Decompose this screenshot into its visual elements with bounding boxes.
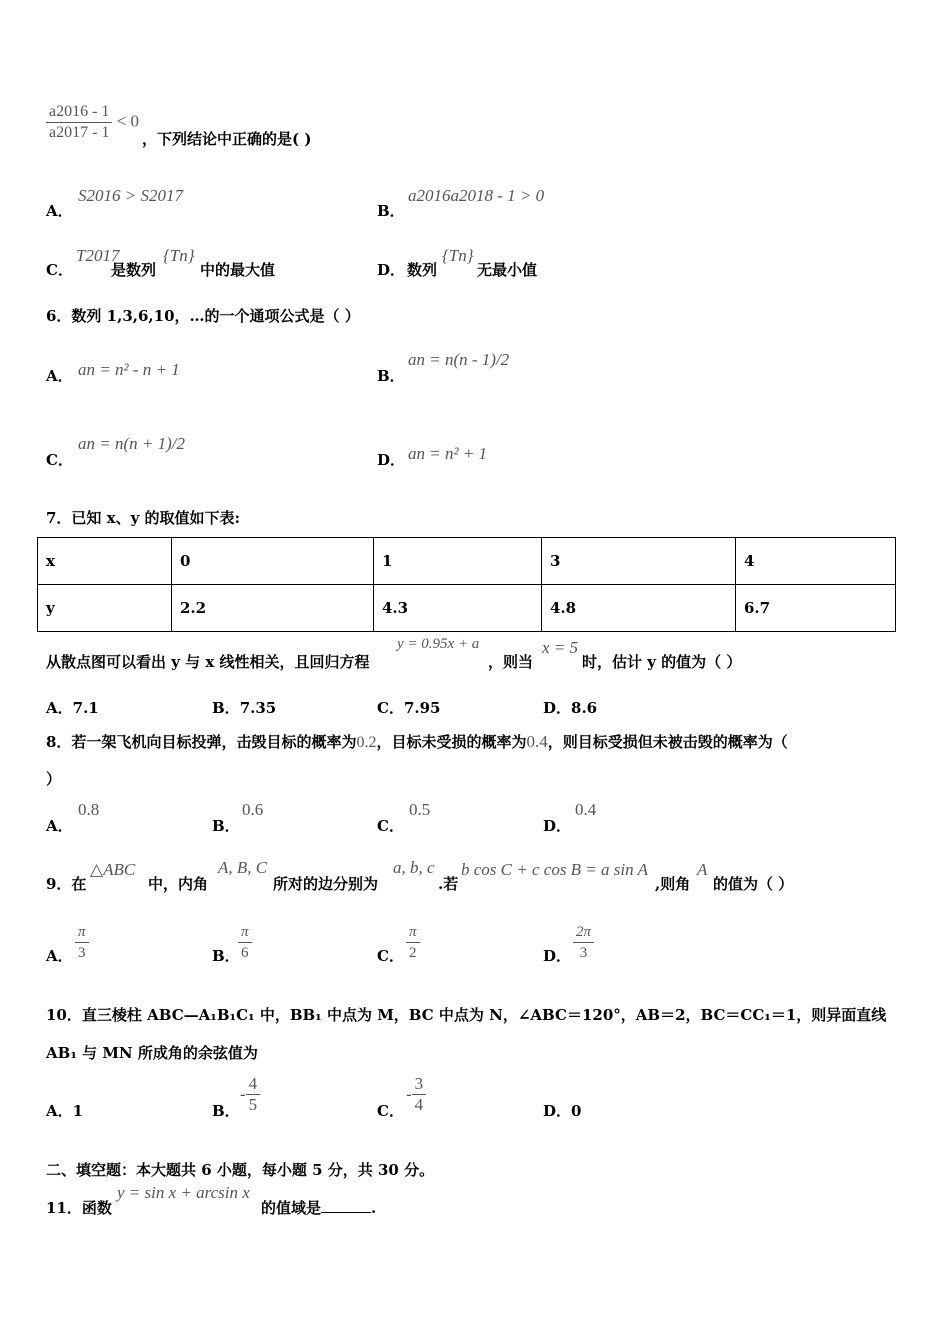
q5-option-c-label: C．	[46, 261, 73, 279]
q9-option-c-frac	[406, 922, 420, 963]
q9-option-b-frac	[238, 922, 252, 963]
option-label: A．	[46, 1102, 73, 1120]
section2-title: 二、填空题：本大题共 6 小题，每小题 5 分，共 30 分。	[46, 1161, 435, 1179]
table-cell: 4	[736, 538, 896, 585]
option-label: D．	[543, 1102, 572, 1120]
q5-option-c-math2: {Tn}	[163, 246, 195, 265]
q9-m1: △ABC	[90, 860, 136, 879]
q9-option-a-label: A．	[46, 947, 73, 965]
q11-math: y = sin x + arcsin x	[117, 1183, 250, 1202]
frac-sign: -	[406, 1084, 412, 1104]
q8-option-d-label: D．	[543, 817, 572, 835]
q5-option-c-text: 是数列	[111, 261, 157, 279]
q8-option-b-value: 0.6	[242, 800, 264, 819]
q7-option-a	[46, 697, 99, 718]
q9-s1: 9．在	[46, 875, 87, 893]
q7-option-d	[543, 697, 597, 718]
q6-option-c-math: an = n(n + 1)/2	[78, 434, 185, 453]
q8-stem-b: ，目标未受损的概率为	[376, 733, 527, 751]
q8-option-a-label: A．	[46, 817, 73, 835]
q5-frac-denominator: a2017 - 1	[49, 124, 110, 141]
q11-s1: 11．函数	[46, 1199, 112, 1217]
option-label: D．	[543, 699, 572, 717]
q6-option-d-label: D．	[377, 451, 406, 469]
q9-m2: A, B, C	[218, 858, 268, 877]
q6-option-b-label: B．	[377, 367, 405, 385]
option-value: 8.6	[571, 699, 598, 717]
q6-option-d-math: an = n² + 1	[408, 444, 488, 463]
q9-option-d-frac	[573, 922, 594, 963]
option-value: 0	[571, 1102, 582, 1120]
answer-blank[interactable]	[321, 1198, 371, 1213]
q8-option-a-value: 0.8	[78, 800, 100, 819]
frac-num: π	[406, 922, 420, 943]
q7-text-3: 时，估计 y 的值为（ ）	[582, 653, 742, 671]
q9-s5: ,则角	[655, 875, 691, 893]
q7-option-b	[212, 697, 276, 718]
q10-option-c-label: C．	[377, 1102, 404, 1120]
q7-x-eq: x = 5	[542, 638, 579, 657]
q9-option-c-label: C．	[377, 947, 404, 965]
frac-num: 2π	[573, 922, 594, 943]
option-value: 7.35	[239, 699, 277, 717]
frac-den: 2	[409, 945, 417, 961]
q5-relation: < 0	[116, 111, 140, 131]
q5-frac-numerator: a2016 - 1	[46, 102, 112, 123]
frac-num: π	[75, 922, 89, 943]
frac-sign: -	[240, 1084, 246, 1104]
q5-option-b-label: B．	[377, 202, 405, 220]
q9-option-b-label: B．	[212, 947, 240, 965]
q9-m5: A	[697, 860, 708, 879]
q7-text-1: 从散点图可以看出 y 与 x 线性相关，且回归方程	[46, 653, 370, 671]
q10-option-b-label: B．	[212, 1102, 240, 1120]
frac-num: π	[238, 922, 252, 943]
q9-m3: a, b, c	[393, 858, 435, 877]
frac-den: 3	[78, 945, 86, 961]
table-cell: y	[38, 585, 172, 632]
q11-s2: 的值域是	[261, 1199, 322, 1217]
option-value: 1	[72, 1102, 84, 1120]
q5-option-d-label: D．	[377, 261, 406, 279]
q9-m4: b cos C + c cos B = a sin A	[461, 860, 648, 879]
q6-option-a-label: A．	[46, 367, 73, 385]
q8-stem	[46, 731, 788, 752]
q5-option-d-text: 数列	[407, 261, 438, 279]
q9-s3: 所对的边分别为	[273, 875, 379, 893]
frac-den: 6	[241, 945, 249, 961]
table-cell: 0	[172, 538, 374, 585]
frac-den: 4	[414, 1095, 424, 1114]
q5-option-c-text2: 中的最大值	[200, 261, 276, 279]
table-cell: 3	[542, 538, 736, 585]
q10-option-d	[543, 1100, 581, 1121]
q7-stem: 7．已知 x、y 的取值如下表:	[46, 509, 241, 527]
q9-option-a-frac	[75, 922, 89, 963]
q8-p1: 0.2	[356, 734, 377, 751]
table-cell: 4.8	[542, 585, 736, 632]
table-cell: 6.7	[736, 585, 896, 632]
frac-num: 3	[412, 1074, 427, 1095]
q9-option-d-label: D．	[543, 947, 572, 965]
q11-s3: .	[371, 1199, 377, 1217]
q5-option-c-math: T2017	[76, 246, 120, 265]
q8-option-d-value: 0.4	[575, 800, 597, 819]
table-cell: x	[38, 538, 172, 585]
q6-stem: 6．数列 1,3,6,10，…的一个通项公式是（ ）	[46, 307, 360, 325]
q11-answer	[261, 1197, 376, 1218]
q7-option-c	[377, 697, 441, 718]
table-row	[38, 538, 896, 585]
option-value: 7.95	[403, 699, 441, 717]
frac-den: 5	[248, 1095, 258, 1114]
q8-stem-a: 8．若一架飞机向目标投弹，击毁目标的概率为	[46, 733, 357, 751]
option-label: A．	[46, 699, 73, 717]
table-cell: 2.2	[172, 585, 374, 632]
q10-option-a	[46, 1100, 83, 1121]
option-label: B．	[212, 699, 240, 717]
q9-s4: .若	[438, 875, 459, 893]
table-row	[38, 585, 896, 632]
q5-option-b-math: a2016a2018 - 1 > 0	[408, 186, 545, 205]
q8-option-b-label: B．	[212, 817, 240, 835]
q10-option-c-frac	[406, 1074, 426, 1115]
q8-stem-d: ）	[46, 770, 62, 788]
q10-line1: 10．直三棱柱 ABC—A₁B₁C₁ 中，BB₁ 中点为 M，BC 中点为 N，∠ABC＝120°，AB＝2，BC＝CC₁＝1，则异面直线	[46, 1006, 887, 1024]
q5-option-a-math: S2016 > S2017	[78, 186, 183, 205]
option-value: 7.1	[72, 699, 99, 717]
q10-option-b-frac	[240, 1074, 260, 1115]
q5-option-d-text2: 无最小值	[477, 261, 538, 279]
q8-option-c-label: C．	[377, 817, 404, 835]
q8-option-c-value: 0.5	[409, 800, 431, 819]
frac-num: 4	[246, 1074, 261, 1095]
q5-option-d-math2: {Tn}	[442, 246, 474, 265]
q6-option-b-math: an = n(n - 1)/2	[408, 350, 510, 369]
q9-s2: 中，内角	[148, 875, 209, 893]
q8-stem-c: ，则目标受损但未被击毁的概率为（	[547, 733, 788, 751]
option-label: C．	[377, 699, 404, 717]
frac-den: 3	[579, 945, 588, 961]
q8-p2: 0.4	[526, 732, 548, 751]
q6-option-c-label: C．	[46, 451, 73, 469]
q10-line2: AB₁ 与 MN 所成角的余弦值为	[46, 1044, 258, 1062]
table-cell: 4.3	[374, 585, 542, 632]
q7-xy-table	[37, 537, 896, 632]
q7-text-2: ，则当	[488, 653, 534, 671]
q5-condition-fraction	[46, 102, 139, 143]
table-cell: 1	[374, 538, 542, 585]
q9-s6: 的值为（ ）	[713, 875, 794, 893]
q5-condition-text: ，下列结论中正确的是( )	[142, 130, 312, 148]
q6-option-a-math: an = n² - n + 1	[78, 360, 180, 379]
q5-option-a-label: A．	[46, 202, 73, 220]
q7-regression-eq: y = 0.95x + a	[397, 636, 480, 652]
